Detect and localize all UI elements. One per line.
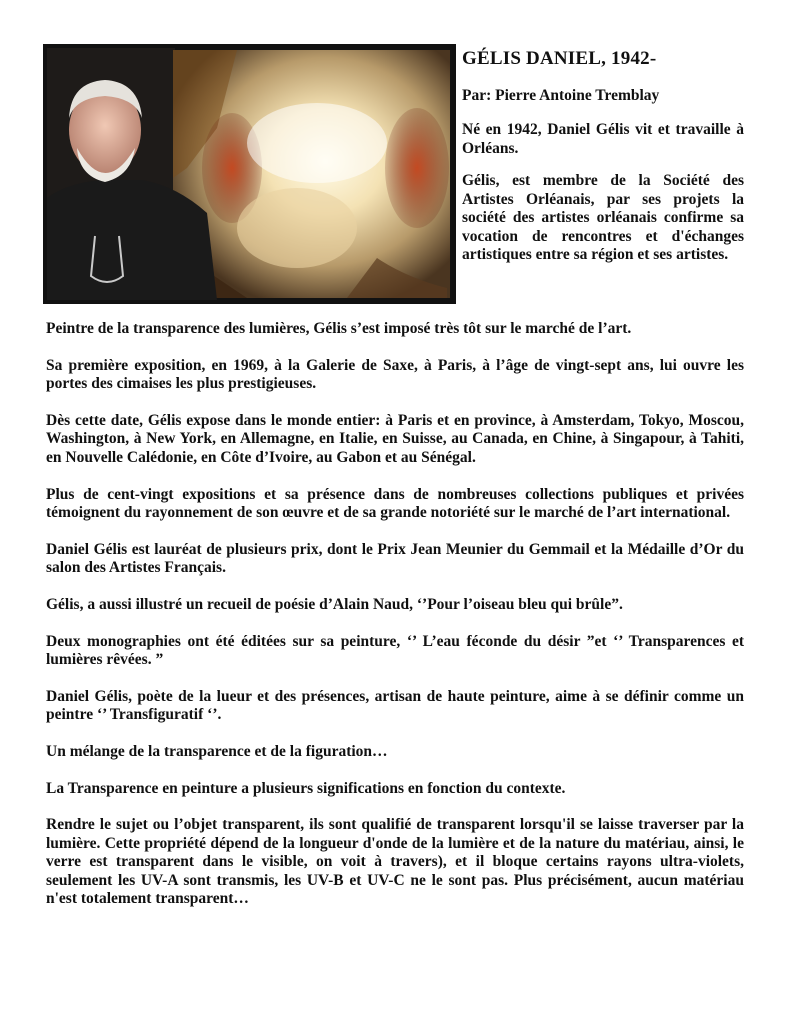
body-text	[46, 320, 744, 927]
body-paragraph: Dès cette date, Gélis expose dans le monde entier: à Paris et en province, à Amsterdam, Tokyo, Moscou, Washington, à New York, en Allemagne, en Italie, en Suisse, au Canada, en Chine, à Singapour, à Tahiti, en Nouvelle Calédonie, en Côte d’Ivoire, au Gabon et au Sénégal.	[46, 411, 744, 466]
body-paragraph: Deux monographies ont été éditées sur sa peinture, ‘’ L’eau féconde du désir ”et ‘’ Transparences et lumières rêvées. ”	[46, 632, 744, 669]
membership-paragraph: Gélis, est membre de la Société des Artistes Orléanais, par ses projets la société des artistes orléanais confirme sa vocation de rencontres et d'échanges artistiques entre sa région et ses artistes.	[462, 172, 744, 263]
header-column	[462, 46, 744, 279]
body-paragraph: La Transparence en peinture a plusieurs significations en fonction du contexte.	[46, 779, 566, 797]
body-paragraph: Rendre le sujet ou l’objet transparent, ils sont qualifié de transparent lorsqu'il se laisse traverser par la lumière. Cette propriété dépend de la longueur d'onde de la lumière et de la nature du matériau, ainsi, le verre est transparent dans le visible, on voit à travers), et il bloque certains rayons ultra-violets, seulement les UV-A sont transmis, les UV-B et UV-C ne le sont pas. Plus précisément, aucun matériau n'est totalement transparent…	[46, 816, 744, 908]
body-paragraph: Sa première exposition, en 1969, à la Galerie de Saxe, à Paris, à l’âge de vingt-sept ans, lui ouvre les portes des cimaises les plus prestigieuses.	[46, 356, 744, 393]
body-paragraph: Gélis, a aussi illustré un recueil de poésie d’Alain Naud, ‘’Pour l’oiseau bleu qui brûle”.	[46, 595, 623, 613]
body-paragraph: Daniel Gélis, poète de la lueur et des présences, artisan de haute peinture, aime à se définir comme un peintre ‘’ Transfiguratif ‘’.	[46, 687, 744, 724]
body-paragraph: Peintre de la transparence des lumières, Gélis s’est imposé très tôt sur le marché de l’art.	[46, 320, 632, 337]
artist-with-painting-image	[47, 48, 452, 300]
author-byline: Par: Pierre Antoine Tremblay	[462, 87, 660, 104]
page-title: GÉLIS DANIEL, 1942-	[462, 48, 657, 69]
body-paragraph: Daniel Gélis est lauréat de plusieurs prix, dont le Prix Jean Meunier du Gemmail et la Médaille d’Or du salon des Artistes Français.	[46, 540, 744, 577]
artist-photo	[43, 44, 456, 304]
intro-paragraph: Né en 1942, Daniel Gélis vit et travaille à Orléans.	[462, 121, 744, 157]
body-paragraph: Un mélange de la transparence et de la figuration…	[46, 742, 388, 760]
body-paragraph: Plus de cent-vingt expositions et sa présence dans de nombreuses collections publiques et privées témoignent du rayonnement de son œuvre et de sa grande notoriété sur le marché de l’art international.	[46, 485, 744, 522]
